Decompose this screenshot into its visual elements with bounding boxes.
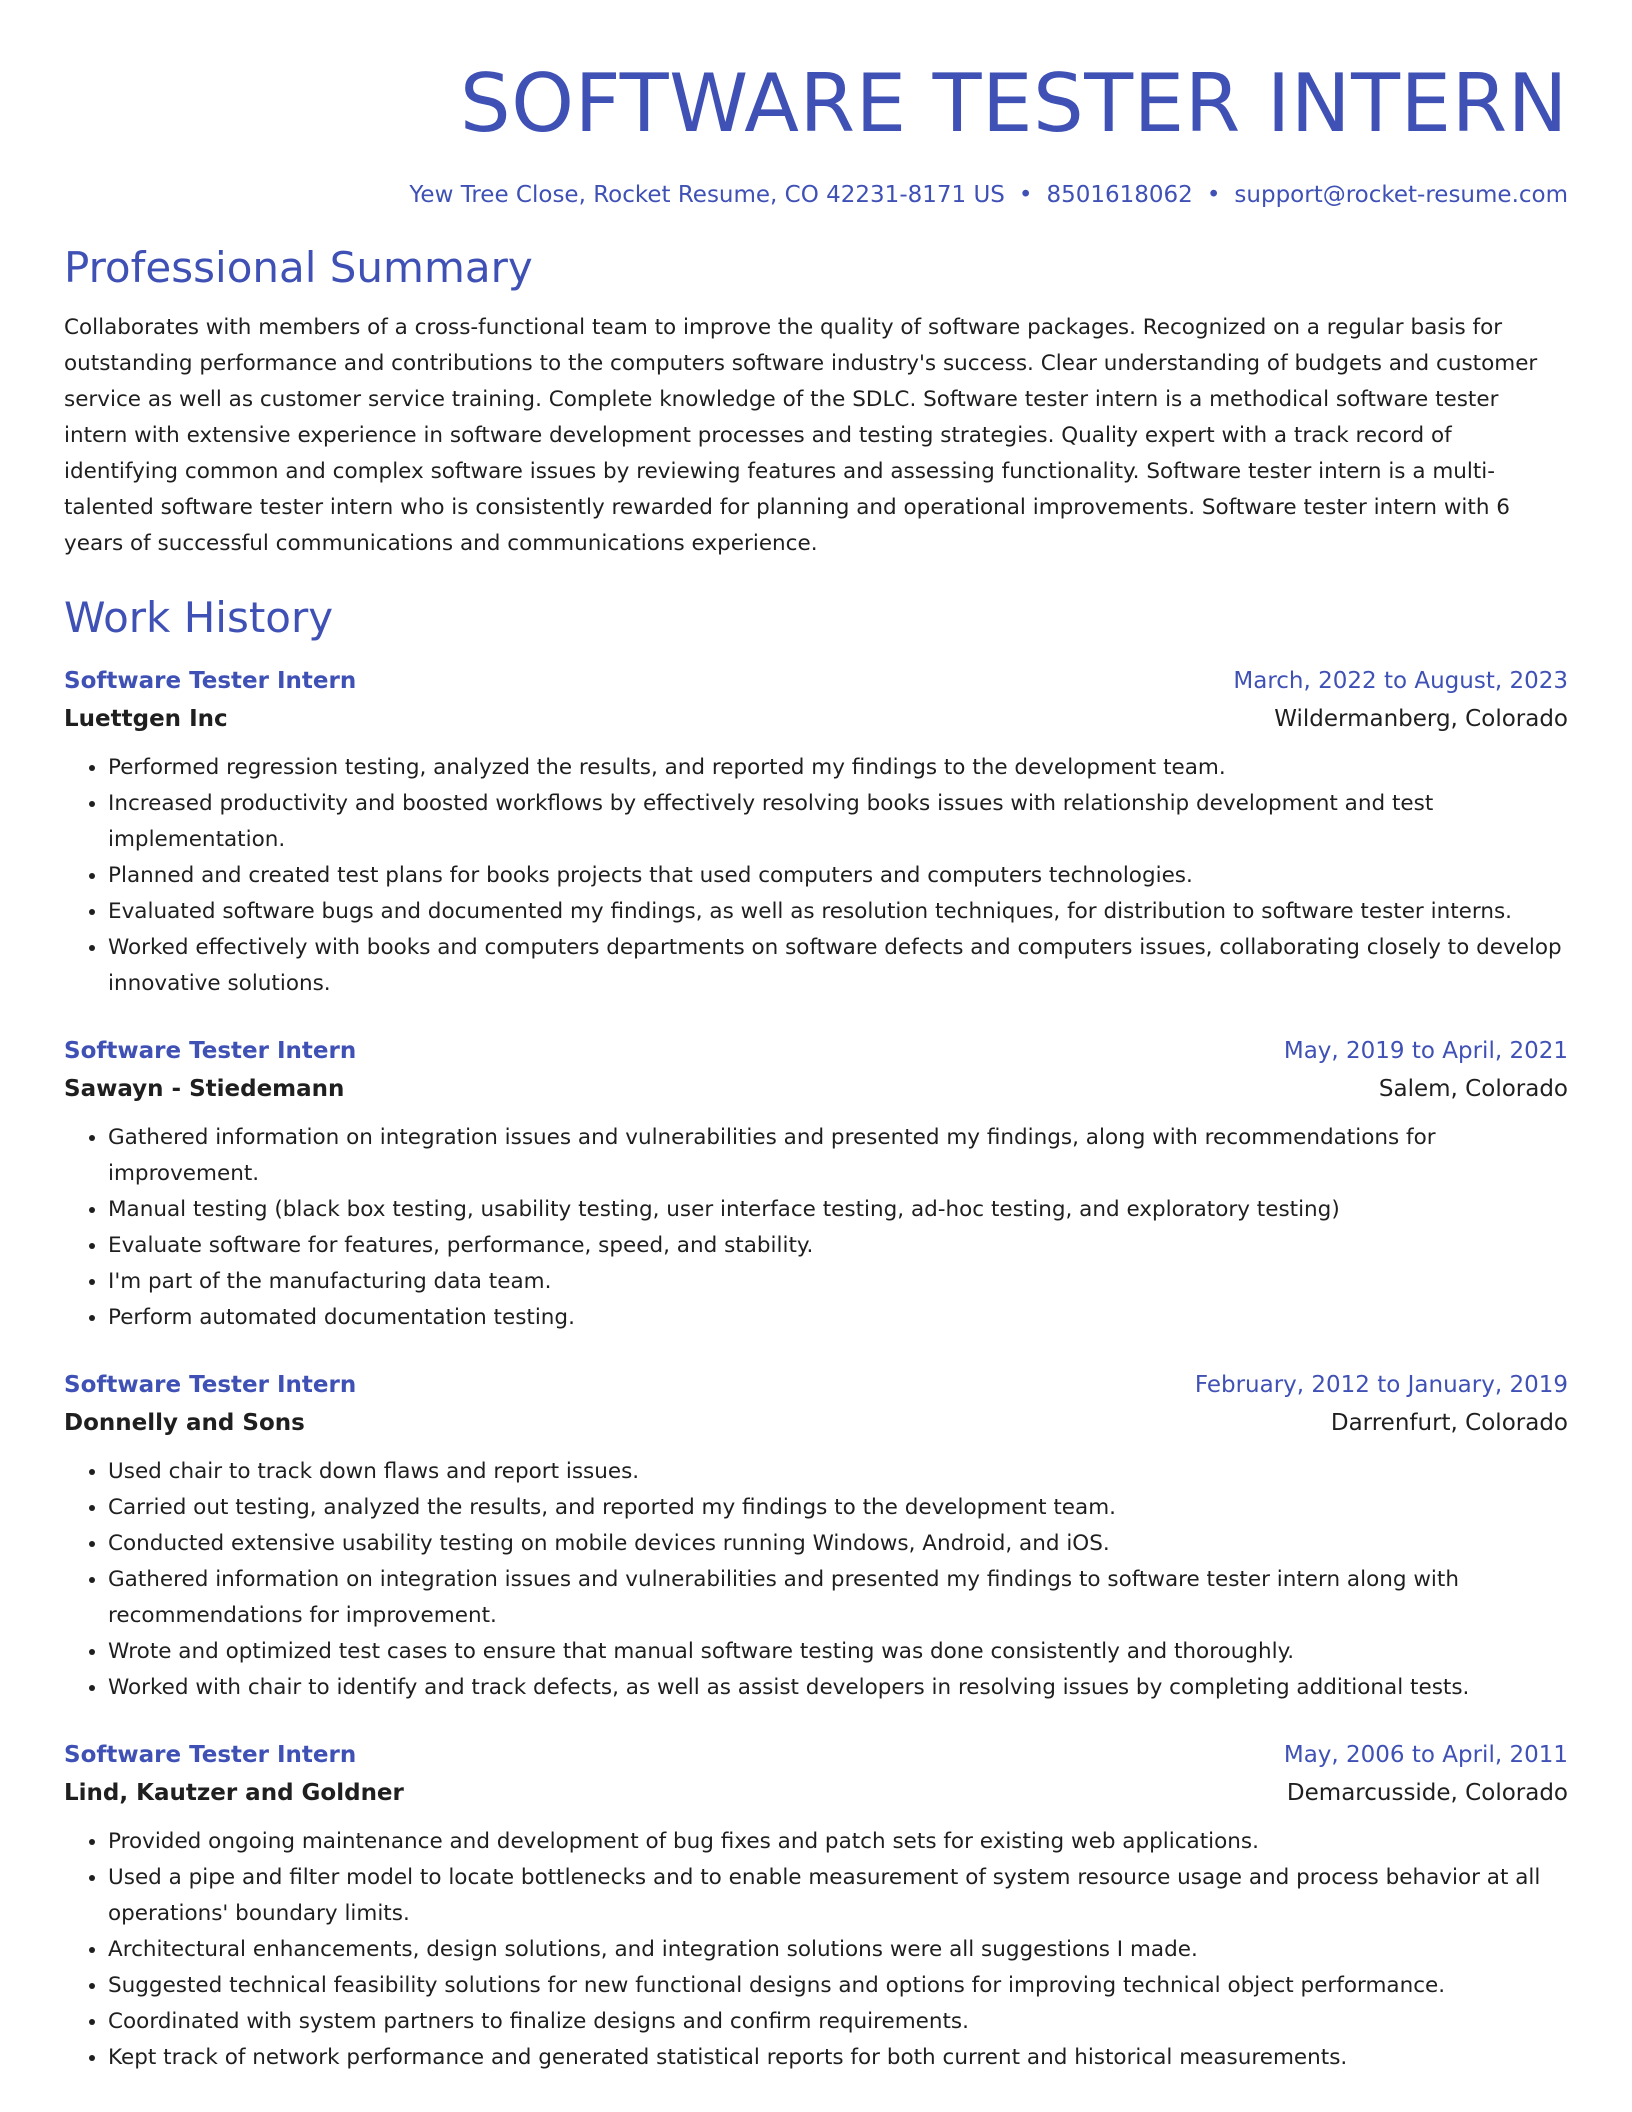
job-title: Software Tester Intern bbox=[64, 1372, 357, 1398]
job-location: Salem, Colorado bbox=[1378, 1076, 1568, 1102]
job-bullet: • Kept track of network performance and generated statistical reports for both current and historical measurements. bbox=[108, 2040, 1568, 2076]
job-entry bbox=[64, 1366, 1568, 1706]
job-bullet: • Evaluated software bugs and documented my findings, as well as resolution techniques, for distribution to software tester interns. bbox=[108, 894, 1568, 930]
job-bullet: • Used chair to track down flaws and report issues. bbox=[108, 1454, 1568, 1490]
job-company: Donnelly and Sons bbox=[64, 1410, 305, 1436]
job-bullet: • Conducted extensive usability testing on mobile devices running Windows, Android, and iOS. bbox=[108, 1526, 1568, 1562]
job-bullet: • Architectural enhancements, design solutions, and integration solutions were all suggestions I made. bbox=[108, 1932, 1568, 1968]
job-dates: February, 2012 to January, 2019 bbox=[1194, 1372, 1568, 1398]
job-title: Software Tester Intern bbox=[64, 1038, 357, 1064]
contact-email[interactable]: support@rocket-resume.com bbox=[1234, 182, 1568, 208]
summary-heading: Professional Summary bbox=[64, 243, 533, 292]
job-bullet: • Evaluate software for features, performance, speed, and stability. bbox=[108, 1228, 1568, 1264]
job-entry bbox=[64, 662, 1568, 1002]
job-bullet: • Coordinated with system partners to finalize designs and confirm requirements. bbox=[108, 2004, 1568, 2040]
job-dates: May, 2019 to April, 2021 bbox=[1283, 1038, 1568, 1064]
job-bullet: • Gathered information on integration issues and vulnerabilities and presented my findings to software tester intern along with recommendations for improvement. bbox=[108, 1562, 1568, 1634]
resume-title: SOFTWARE TESTER INTERN bbox=[459, 57, 1568, 150]
job-bullets bbox=[64, 1454, 1568, 1706]
contact-separator: • bbox=[1206, 182, 1221, 208]
job-company: Sawayn - Stiedemann bbox=[64, 1076, 345, 1102]
job-bullets bbox=[64, 1120, 1568, 1336]
job-bullet: • Planned and created test plans for books projects that used computers and computers technologies. bbox=[108, 858, 1568, 894]
job-bullet: • I'm part of the manufacturing data team. bbox=[108, 1264, 1568, 1300]
job-bullet: • Worked effectively with books and computers departments on software defects and computers issues, collaborating closely to develop innovative solutions. bbox=[108, 930, 1568, 1002]
resume-page bbox=[64, 0, 1568, 2076]
job-bullet: • Wrote and optimized test cases to ensure that manual software testing was done consistently and thoroughly. bbox=[108, 1634, 1568, 1670]
contact-separator: • bbox=[1018, 182, 1033, 208]
summary-text: Collaborates with members of a cross-functional team to improve the quality of software packages. Recognized on a regular basis for outstanding performance and contributions to the computers software industry's success. Clear understanding of budgets and customer service as well as customer service training. Complete knowledge of the SDLC. Software tester intern is a methodical software tester intern with extensive experience in software development processes and testing strategies. Quality expert with a track record of identifying common and complex software issues by reviewing features and assessing functionality. Software tester intern is a multi-talented software tester intern who is consistently rewarded for planning and operational improvements. Software tester intern with 6 years of successful communications and communications experience. bbox=[64, 315, 1538, 556]
job-location: Darrenfurt, Colorado bbox=[1330, 1410, 1568, 1436]
job-location: Wildermanberg, Colorado bbox=[1274, 706, 1568, 732]
contact-phone: 8501618062 bbox=[1046, 182, 1193, 208]
job-bullets bbox=[64, 750, 1568, 1002]
job-company: Luettgen Inc bbox=[64, 706, 228, 732]
job-bullet: • Performed regression testing, analyzed the results, and reported my findings to the development team. bbox=[108, 750, 1568, 786]
job-company: Lind, Kautzer and Goldner bbox=[64, 1780, 404, 1806]
job-entry bbox=[64, 1032, 1568, 1336]
job-entry bbox=[64, 1736, 1568, 2076]
job-bullet: • Perform automated documentation testing. bbox=[108, 1300, 1568, 1336]
job-bullet: • Worked with chair to identify and track defects, as well as assist developers in resolving issues by completing additional tests. bbox=[108, 1670, 1568, 1706]
contact-line bbox=[64, 180, 1568, 210]
job-title: Software Tester Intern bbox=[64, 1742, 357, 1768]
job-location: Demarcusside, Colorado bbox=[1286, 1780, 1568, 1806]
job-bullets bbox=[64, 1824, 1568, 2076]
job-dates: March, 2022 to August, 2023 bbox=[1233, 668, 1568, 694]
job-bullet: • Gathered information on integration issues and vulnerabilities and presented my findings, along with recommendations for improvement. bbox=[108, 1120, 1568, 1192]
job-dates: May, 2006 to April, 2011 bbox=[1283, 1742, 1568, 1768]
work-history-heading: Work History bbox=[64, 593, 334, 642]
contact-address: Yew Tree Close, Rocket Resume, CO 42231-8171 US bbox=[409, 182, 1005, 208]
job-bullet: • Carried out testing, analyzed the results, and reported my findings to the development team. bbox=[108, 1490, 1568, 1526]
job-bullet: • Used a pipe and filter model to locate bottlenecks and to enable measurement of system resource usage and process behavior at all operations' boundary limits. bbox=[108, 1860, 1568, 1932]
job-bullet: • Suggested technical feasibility solutions for new functional designs and options for improving technical object performance. bbox=[108, 1968, 1568, 2004]
job-title: Software Tester Intern bbox=[64, 668, 357, 694]
job-bullet: • Manual testing (black box testing, usability testing, user interface testing, ad-hoc testing, and exploratory testing) bbox=[108, 1192, 1568, 1228]
job-bullet: • Increased productivity and boosted workflows by effectively resolving books issues with relationship development and test implementation. bbox=[108, 786, 1568, 858]
job-bullet: • Provided ongoing maintenance and development of bug fixes and patch sets for existing web applications. bbox=[108, 1824, 1568, 1860]
